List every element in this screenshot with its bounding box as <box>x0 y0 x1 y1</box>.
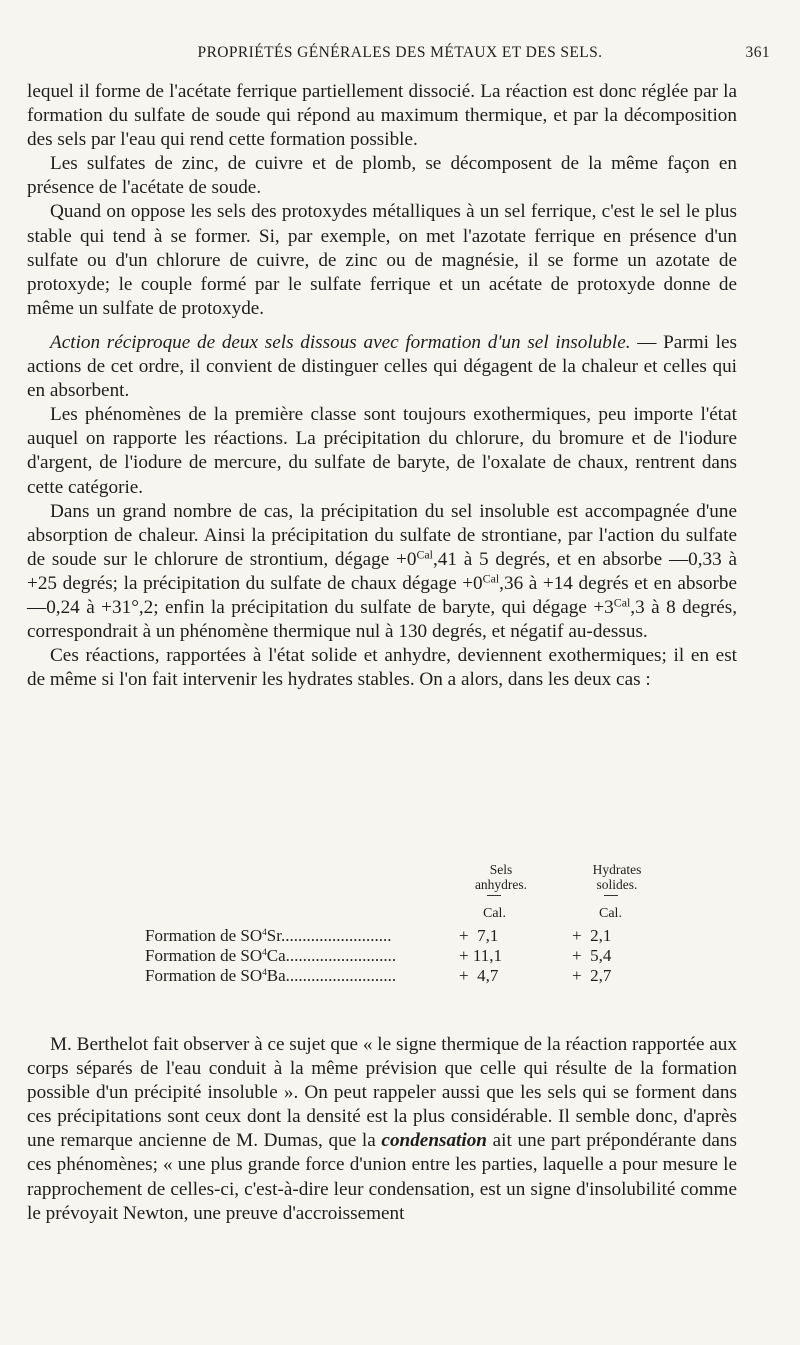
label-text: Formation de SO <box>145 926 263 945</box>
col2-line2: solides. <box>596 877 638 892</box>
p6-part-4: ,3 à 8 degrés, correspondrait à un phénomène thermique nul à 130 degrés, et négatif au-dessus. <box>27 596 738 643</box>
col1-line1: Sels <box>489 862 513 877</box>
row-label <box>145 926 453 946</box>
leader-dots: .......................... <box>285 966 397 985</box>
value-anhydre: + 4,7 <box>459 966 499 985</box>
body-text-bottom <box>27 1033 737 1226</box>
row-label <box>145 966 453 986</box>
emphasis-condensation: condensation <box>381 1130 487 1152</box>
paragraph-7: Ces réactions, rapportées à l'état solide et anhydre, deviennent exothermiques; il en est de même si l'on fait intervenir les hydrates stables. On a alors, dans les deux cas : <box>27 645 737 691</box>
p6-part-2: ,41 à 5 degrés, et en absorbe —0,33 à +25 degrés; la précipitation du sulfate de chaux dégage +0 <box>27 548 737 594</box>
leader-dots: .......................... <box>285 946 397 965</box>
col1-unit: Cal. <box>483 906 506 921</box>
cal-unit: Cal <box>613 595 631 610</box>
cal-unit: Cal <box>482 571 500 586</box>
value-anhydre: + 11,1 <box>459 946 502 965</box>
col2-line1: Hydrates <box>592 862 642 877</box>
table-row <box>27 946 737 966</box>
row-label <box>145 946 453 966</box>
col-anhydres-head <box>447 862 555 892</box>
leader-dots: .......................... <box>280 926 392 945</box>
paragraph-2: Les sulfates de zinc, de cuivre et de plomb, se décomposent de la même façon en présence de l'acétate de soude. <box>27 153 737 199</box>
paragraph-1: lequel il forme de l'acétate ferrique partiellement dissocié. La réaction est donc réglée par la formation du sulfate de soude qui répond au maximum thermique, et par la décomposition des sels par l'eau qui rend cette formation possible. <box>27 81 737 151</box>
paragraph-4 <box>27 331 737 403</box>
label-sup: 4 <box>262 927 267 938</box>
page-number: 361 <box>745 44 770 61</box>
col2-rule <box>604 895 618 896</box>
thermo-table <box>27 862 737 986</box>
paragraph-4-text: — Parmi les actions de cet ordre, il convient de distinguer celles qui dégagent de la chaleur et celles qui en absorbent. <box>27 331 737 402</box>
p6-part-1: Dans un grand nombre de cas, la précipitation du sel insoluble est accompagnée d'une absorption de chaleur. Ainsi la précipitation du sulfate de strontiane, par l'action du sulfate de soude sur le chlorure de strontium, dégage +0 <box>27 500 737 570</box>
label-text: Formation de SO <box>145 966 263 985</box>
section-heading: Action réciproque de deux sels dissous avec formation d'un sel insoluble. <box>50 331 631 353</box>
value-anhydre: + 7,1 <box>459 926 499 945</box>
table-row <box>27 926 737 946</box>
label-element: Ba <box>266 966 286 985</box>
p8-part-1: M. Berthelot fait observer à ce sujet que « le signe thermique de la réaction rapportée aux corps séparés de l'eau conduit à la même prévision que celle qui résulte de la formation possible d'un précipité insoluble ». On peut rappeler aussi que les sels qui se forment dans ces précipitations sont ceux dont la densité est la plus considérable. Il semble donc, d'après une remarque ancienne de M. Dumas, que la <box>27 1034 737 1152</box>
p6-part-3: ,36 à +14 degrés et en absorbe —0,24 à +31°,2; enfin la précipitation du sulfate de baryte, qui dégage +3 <box>27 572 737 618</box>
p8-part-2: ait une part prépondérante dans ces phénomènes; « une plus grande force d'union entre les parties, laquelle a pour mesure le rapprochement de celles-ci, c'est-à-dire leur condensation, est un signe d'insolubilité comme le prévoyait Newton, une preuve d'accroissement <box>27 1130 737 1224</box>
paragraph-5: Les phénomènes de la première classe sont toujours exothermiques, peu importe l'état auquel on rapporte les réactions. La précipitation du chlorure, du bromure et de l'iodure d'argent, de l'iodure de mercure, du sulfate de baryte, de l'oxalate de chaux, rentrent dans cette catégorie. <box>27 404 737 498</box>
running-title: PROPRIÉTÉS GÉNÉRALES DES MÉTAUX ET DES SELS. <box>197 44 603 61</box>
table-header <box>27 862 737 926</box>
col1-rule <box>487 895 501 896</box>
paragraph-8 <box>27 1033 737 1226</box>
cal-unit: Cal <box>416 547 433 562</box>
label-sup: 4 <box>262 967 267 978</box>
value-hydrate: + 2,7 <box>572 966 612 985</box>
value-hydrate: + 5,4 <box>572 946 612 965</box>
table-row <box>27 966 737 986</box>
label-element: Sr <box>266 926 281 945</box>
value-hydrate: + 2,1 <box>572 926 612 945</box>
label-sup: 4 <box>262 947 267 958</box>
body-text-top <box>27 80 737 692</box>
label-element: Ca <box>266 946 286 965</box>
col2-unit: Cal. <box>599 906 622 921</box>
col1-line2: anhydres. <box>474 877 528 892</box>
col-hydrates-head <box>562 862 672 892</box>
paragraph-6 <box>27 500 737 645</box>
label-text: Formation de SO <box>145 946 263 965</box>
paragraph-3: Quand on oppose les sels des protoxydes métalliques à un sel ferrique, c'est le sel le plus stable qui tend à se former. Si, par exemple, on met l'azotate ferrique en présence d'un sulfate ou d'un chlorure de cuivre, de zinc ou de magnésie, il se forme un azotate de protoxyde; le couple formé par le sulfate ferrique et un acétate de protoxyde donne de même un sulfate de protoxyde. <box>27 201 737 319</box>
